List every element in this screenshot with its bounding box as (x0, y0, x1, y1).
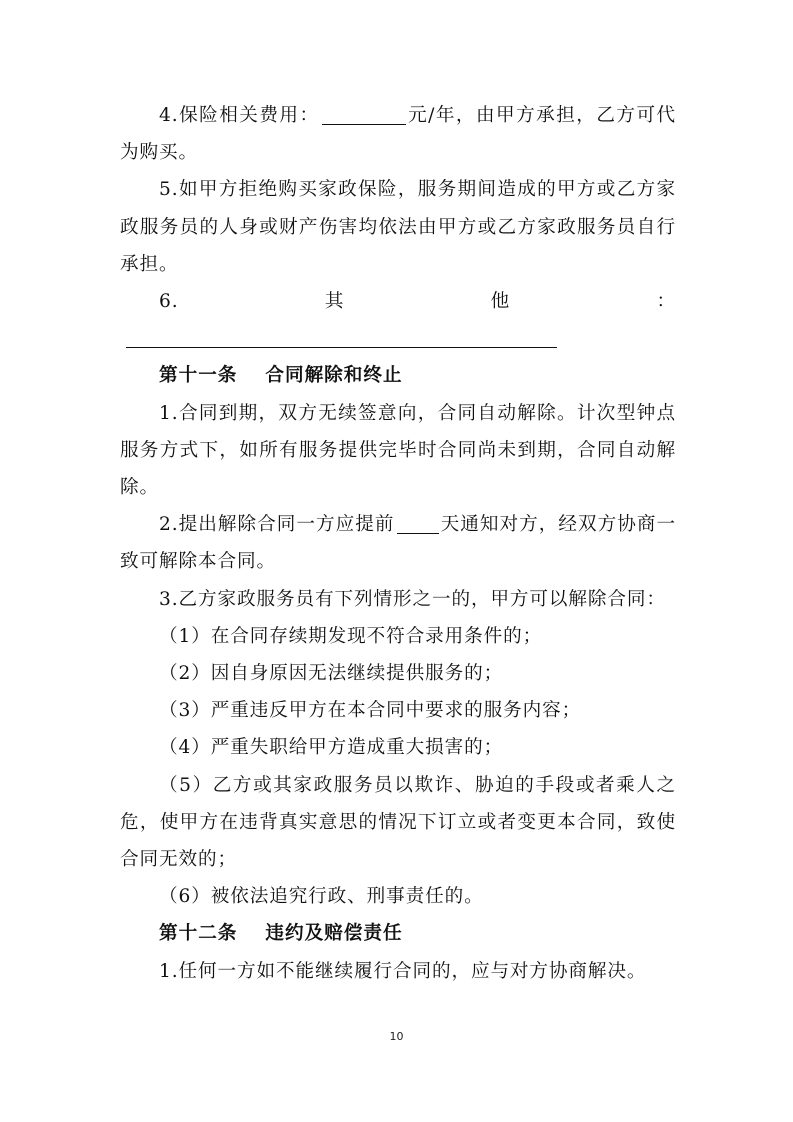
insurance-fee-text-before: 4.保险相关费用： (159, 105, 320, 126)
sub-item-5: （5）乙方或其家政服务员以欺诈、胁迫的手段或者乘人之危，使甲方在违背真实意思的情况下订立或者变更本合同，致使合同无效的； (120, 774, 676, 871)
article-11-title: 合同解除和终止 (265, 365, 403, 387)
page-number: 10 (389, 1030, 404, 1043)
clause-other (120, 283, 676, 357)
clause-insurance-fee (120, 97, 676, 171)
article-11-item-2 (120, 506, 676, 580)
clause-insurance-refusal: 5.如甲方拒绝购买家政保险，服务期间造成的甲方或乙方家政服务员的人身或财产伤害均依法由甲方或乙方家政服务员自行承担。 (120, 179, 676, 275)
article-12-heading (120, 915, 676, 952)
other-blank[interactable] (126, 325, 557, 348)
notice-text-before: 2.提出解除合同一方应提前 (159, 514, 395, 536)
article-12-item-1: 1.任何一方如不能继续履行合同的，应与对方协商解决。 (159, 960, 647, 982)
insurance-fee-text-after: 元/年，由甲方承担，乙方可代为购买。 (120, 105, 676, 164)
sub-item-4: （4）严重失职给甲方造成重大损害的； (159, 737, 504, 759)
article-12-number: 第十二条 (159, 923, 238, 945)
insurance-fee-blank[interactable] (322, 102, 406, 125)
article-11-heading (120, 357, 676, 394)
article-11-number: 第十一条 (159, 365, 238, 387)
article-12-title: 违约及赔偿责任 (265, 923, 403, 945)
sub-item-6: （6）被依法追究行政、刑事责任的。 (159, 886, 484, 908)
notice-text-after: 天通知对方，经双方协商一致可解除本合同。 (120, 514, 676, 573)
page-content (120, 97, 676, 990)
sub-item-2: （2）因自身原因无法继续提供服务的； (159, 663, 504, 685)
sub-item-3: （3）严重违反甲方在本合同中要求的服务内容； (159, 700, 582, 722)
other-label: 6.其他： (159, 291, 676, 313)
article-11-item-3: 3.乙方家政服务员有下列情形之一的，甲方可以解除合同： (159, 588, 666, 610)
notice-days-blank[interactable] (397, 511, 439, 534)
article-11-item-1: 1.合同到期，双方无续签意向，合同自动解除。计次型钟点服务方式下，如所有服务提供完毕时合同尚未到期，合同自动解除。 (120, 402, 676, 499)
sub-item-1: （1）在合同存续期发现不符合录用条件的； (159, 625, 543, 647)
